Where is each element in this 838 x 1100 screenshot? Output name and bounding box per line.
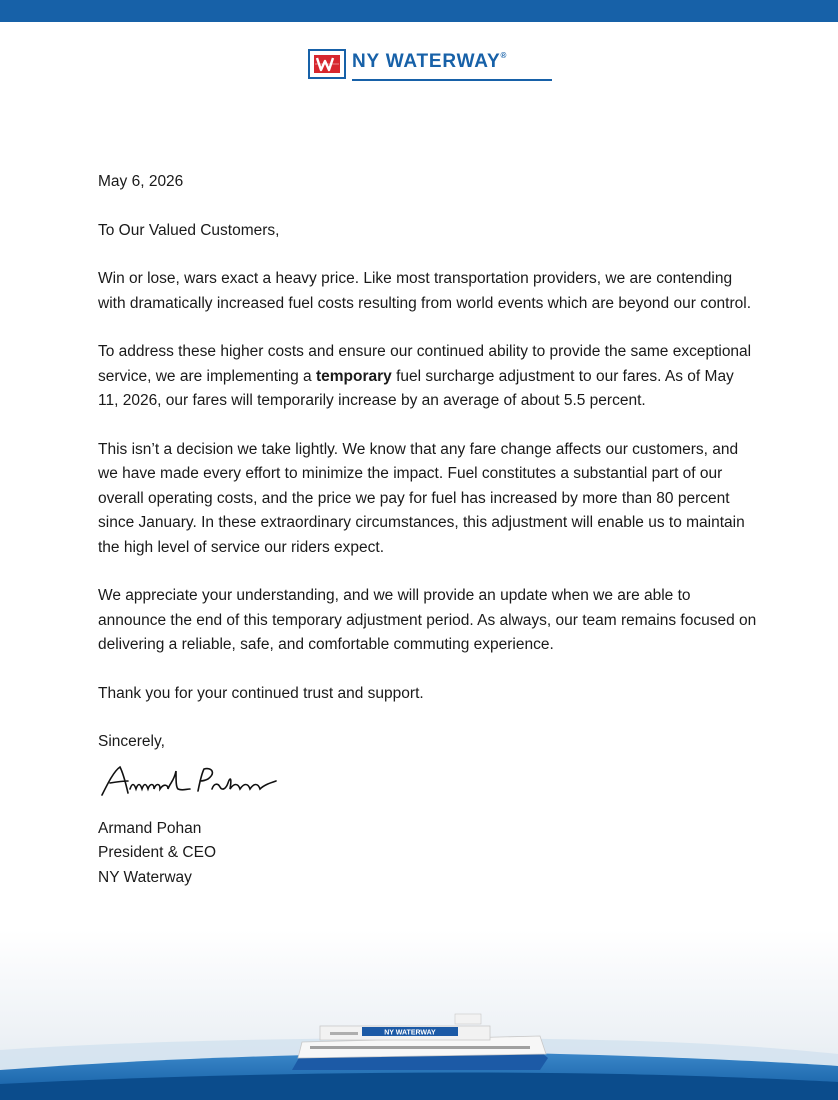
paragraph-2-end: fuel surcharge adjustment to our fares. As of May 11, 2026, our fares will temporarily increase by an average of about 5.5 percent. bbox=[98, 367, 734, 409]
registered-mark: ® bbox=[500, 51, 508, 60]
salutation: To Our Valued Customers, bbox=[98, 221, 280, 239]
signer-name: Armand Pohan bbox=[98, 819, 202, 837]
paragraph-4: We appreciate your understanding, and we will provide an update when we are able to announce the end of this temporary adjustment period. As always, our team remains focused on delivering a reliable, safe, and comfortable commuting experience. bbox=[98, 587, 757, 653]
logo-w-icon bbox=[314, 55, 340, 73]
logo-mark-fill bbox=[314, 55, 340, 73]
paragraph-2 bbox=[98, 340, 758, 414]
ny-waterway-logo bbox=[308, 49, 554, 85]
paragraph-3: This isn’t a decision we take lightly. We know that any fare change affects our customers, and we have made every effort to minimize the impact. Fuel constitutes a substantial part of our overall operating costs, and the price we pay for fuel has increased by more than 80 percent since January. In these extraordinary circumstances, this adjustment will enable us to maintain the high level of service our riders expect. bbox=[98, 440, 745, 556]
logo-wordmark bbox=[352, 51, 507, 73]
letter-date: May 6, 2026 bbox=[98, 173, 184, 190]
logo-underline bbox=[352, 79, 552, 81]
paragraph-2-start: To address these higher costs and ensure our continued ability to provide the same exceptional service, we are implementing a bbox=[98, 343, 752, 385]
logo-text: NY WATERWAY bbox=[352, 51, 501, 72]
signature-area bbox=[98, 755, 758, 817]
logo-mark-icon bbox=[308, 49, 346, 79]
emphasis-temporary: temporary bbox=[315, 367, 392, 385]
letter-body bbox=[98, 170, 758, 890]
ferry-footer-image bbox=[0, 930, 838, 1100]
handwritten-signature bbox=[98, 761, 278, 801]
closing: Sincerely, bbox=[98, 733, 165, 750]
top-banner bbox=[0, 0, 838, 22]
paragraph-5: Thank you for your continued trust and support. bbox=[98, 684, 424, 702]
paragraph-1: Win or lose, wars exact a heavy price. Like most transportation providers, we are contending with dramatically increased fuel costs resulting from world events which are beyond our control. bbox=[98, 270, 752, 312]
signer-organization: NY Waterway bbox=[98, 868, 192, 886]
ferry-name-label: NY WATERWAY bbox=[384, 1029, 436, 1037]
signer-title: President & CEO bbox=[98, 844, 217, 861]
